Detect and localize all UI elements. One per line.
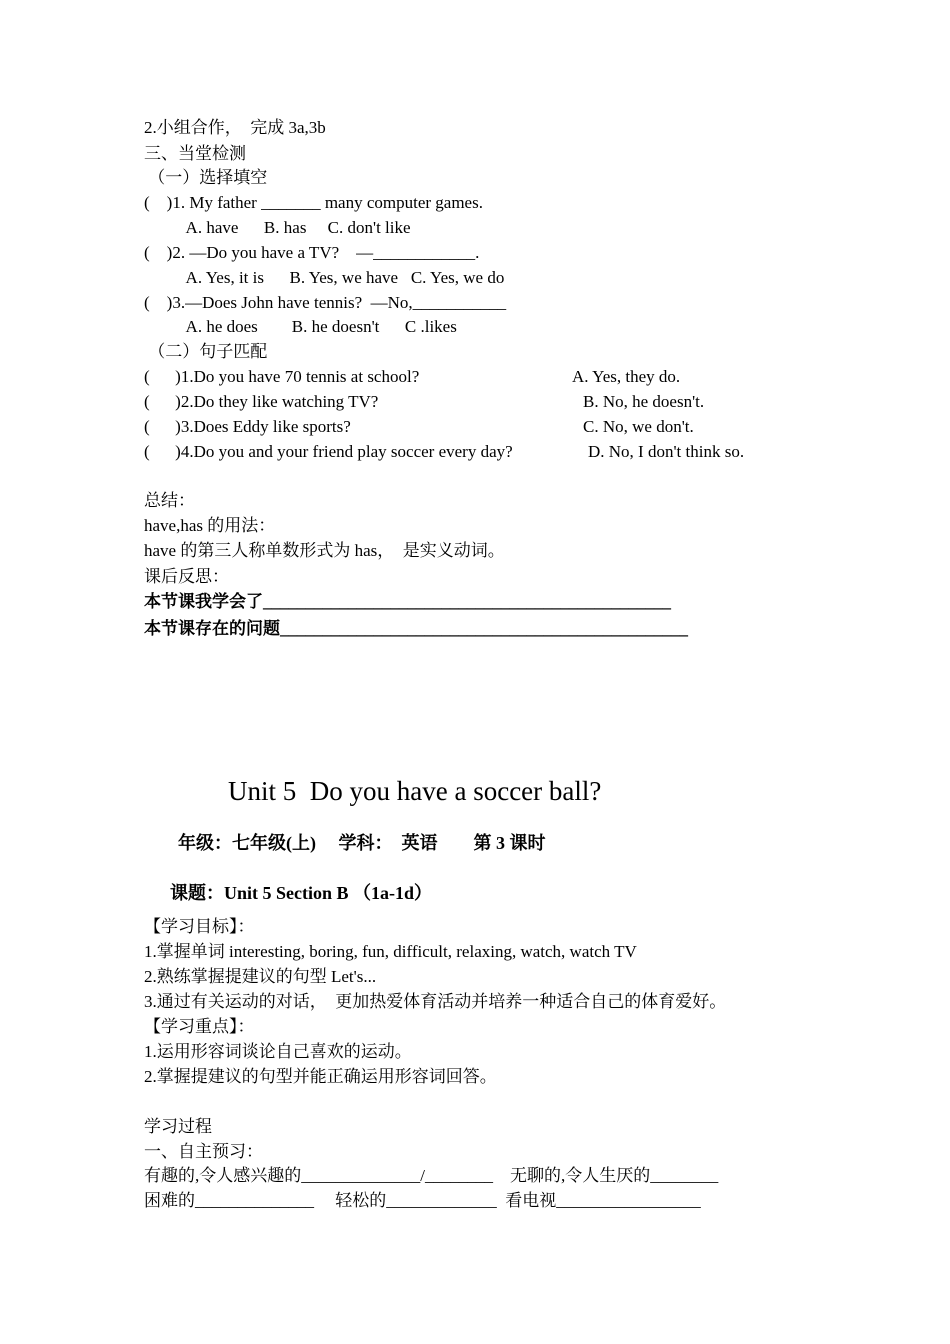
section-heading: 三、当堂检测: [144, 144, 246, 163]
vocab-line-2: 困难的______________ 轻松的_____________ 看电视_________________: [144, 1191, 701, 1210]
summary-line: have,has 的用法：: [144, 516, 276, 535]
key-points-heading: 【学习重点】：: [144, 1017, 255, 1036]
question-2: ( )2. —Do you have a TV? —____________.: [144, 243, 480, 262]
lesson-meta: 年级：七年级(上) 学科： 英语 第 3 课时: [178, 833, 546, 853]
match-question-3: ( )3.Does Eddy like sports?: [144, 417, 351, 436]
subsection-heading: （一）选择填空: [144, 168, 268, 187]
key-point-2: 2.掌握提建议的句型并能正确运用形容词回答。: [144, 1067, 497, 1086]
match-question-1: ( )1.Do you have 70 tennis at school?: [144, 367, 420, 386]
lesson-topic: 课题：Unit 5 Section B （1a-1d）: [170, 883, 433, 903]
reflection-problems: 本节课存在的问题________________________________________________: [144, 619, 688, 638]
subsection-heading: （二）句子匹配: [144, 342, 268, 361]
task-line: 2.小组合作， 完成 3a,3b: [144, 118, 326, 137]
summary-heading: 总结：: [144, 491, 195, 510]
objectives-heading: 【学习目标】：: [144, 917, 255, 936]
objective-1: 1.掌握单词 interesting, boring, fun, difficult, relaxing, watch, watch TV: [144, 942, 637, 961]
question-1-options: A. have B. has C. don't like: [144, 218, 411, 237]
question-2-options: A. Yes, it is B. Yes, we have C. Yes, we do: [144, 268, 505, 287]
match-question-4: ( )4.Do you and your friend play soccer every day?: [144, 442, 513, 461]
question-3: ( )3.—Does John have tennis? —No,___________: [144, 293, 507, 312]
reflection-learned: 本节课我学会了________________________________________________: [144, 592, 671, 611]
match-answer-d: D. No, I don't think so.: [588, 442, 745, 461]
vocab-line-1: 有趣的,令人感兴趣的______________/________ 无聊的,令人生厌的________: [144, 1166, 719, 1185]
process-heading: 学习过程: [144, 1117, 212, 1136]
reflection-heading: 课后反思：: [144, 567, 229, 586]
objective-3: 3.通过有关运动的对话， 更加热爱体育活动并培养一种适合自己的体育爱好。: [144, 992, 727, 1011]
preview-heading: 一、自主预习：: [144, 1142, 263, 1161]
unit-title: Unit 5 Do you have a soccer ball?: [228, 776, 602, 806]
match-answer-c: C. No, we don't.: [583, 417, 694, 436]
key-point-1: 1.运用形容词谈论自己喜欢的运动。: [144, 1042, 412, 1061]
match-answer-a: A. Yes, they do.: [572, 367, 681, 386]
match-answer-b: B. No, he doesn't.: [583, 392, 705, 411]
match-question-2: ( )2.Do they like watching TV?: [144, 392, 379, 411]
question-3-options: A. he does B. he doesn't C .likes: [144, 317, 457, 336]
summary-line: have 的第三人称单数形式为 has， 是实义动词。: [144, 541, 505, 560]
objective-2: 2.熟练掌握提建议的句型 Let's...: [144, 967, 377, 986]
question-1: ( )1. My father _______ many computer games.: [144, 193, 483, 212]
